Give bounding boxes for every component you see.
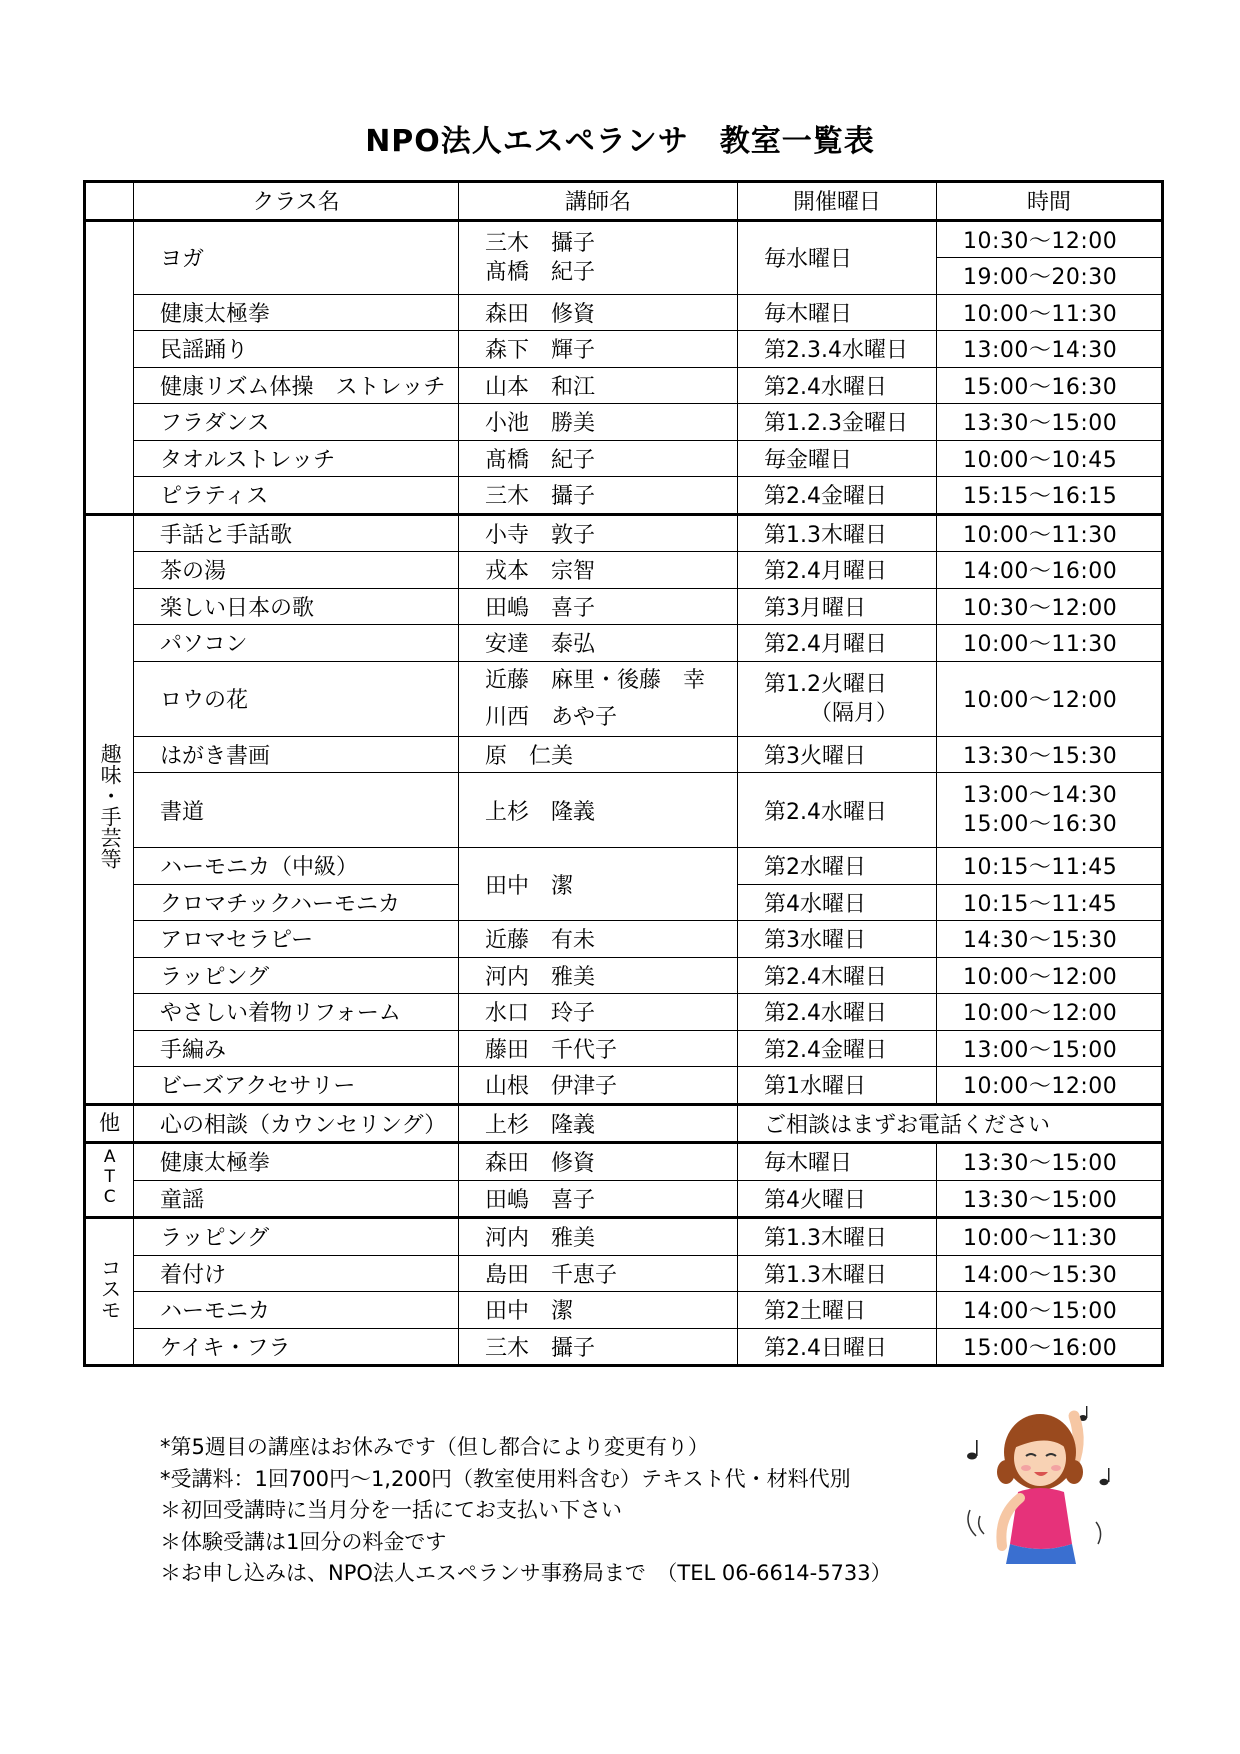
table-row [85,220,1163,258]
day: 第2.4金曜日 [738,1030,937,1067]
table-row [85,1143,1163,1181]
teacher-name: 髙橋 紀子 [459,440,738,477]
note-line: ＊体験受講は1回分の料金です [160,1529,447,1554]
class-name: 書道 [134,773,459,848]
time: 19:00～20:30 [937,258,1163,295]
teacher-name [459,661,738,736]
day: 第3月曜日 [738,588,937,625]
teacher-name: 森田 修資 [459,1143,738,1181]
day: 毎金曜日 [738,440,937,477]
class-name: 健康太極拳 [134,294,459,331]
time: 10:00～11:30 [937,625,1163,662]
header-day: 開催曜日 [738,182,937,221]
class-name: 健康太極拳 [134,1143,459,1181]
class-name: ピラティス [134,477,459,515]
table-row [85,1180,1163,1218]
note-line: ＊お申し込みは、NPO法人エスペランサ事務局まで （TEL 06-6614-5733） [160,1561,892,1585]
note-line: *第5週目の講座はお休みです（但し都合により変更有り） [160,1435,709,1459]
note-line: ＊初回受講時に当月分を一括にてお支払い下さい [160,1498,622,1522]
table-row [85,957,1163,994]
class-name: はがき書画 [134,736,459,773]
day: 第2水曜日 [738,848,937,885]
group-other [85,1104,1163,1143]
class-name: 楽しい日本の歌 [134,588,459,625]
table-row [85,367,1163,404]
teacher-name-line: 三木 攝子 [485,230,596,256]
day: 第4火曜日 [738,1180,937,1218]
table-row [85,1218,1163,1256]
time: 13:30～15:00 [937,404,1163,441]
class-name: タオルストレッチ [134,440,459,477]
table-row [85,440,1163,477]
day: 第3火曜日 [738,736,937,773]
teacher-name: 河内 雅美 [459,1218,738,1256]
table-row [85,921,1163,958]
teacher-name: 田嶋 喜子 [459,1180,738,1218]
contact-note: ご相談はまずお電話ください [738,1104,1163,1143]
teacher-name-line: 髙橋 紀子 [485,259,596,285]
day: 第2.4月曜日 [738,552,937,589]
time-line: 13:00～14:30 [963,783,1118,808]
day: 第2.3.4水曜日 [738,331,937,368]
day: 第1.3木曜日 [738,1218,937,1256]
time: 10:00～12:00 [937,957,1163,994]
time: 10:00～11:30 [937,1218,1163,1256]
teacher-name: 藤田 千代子 [459,1030,738,1067]
teacher-name: 森田 修資 [459,294,738,331]
time: 14:00～15:30 [937,1255,1163,1292]
table-row [85,625,1163,662]
day: 第1.3木曜日 [738,1255,937,1292]
table-row [85,1104,1163,1143]
day: 第1.2.3金曜日 [738,404,937,441]
time [937,773,1163,848]
time: 14:00～16:00 [937,552,1163,589]
teacher-name: 河内 雅美 [459,957,738,994]
category-label: コスモ [98,1256,123,1320]
header-teacher: 講師名 [459,182,738,221]
table-row [85,1067,1163,1105]
day: 第2.4月曜日 [738,625,937,662]
class-name: 茶の湯 [134,552,459,589]
dancing-girl-icon [958,1398,1128,1568]
day: 第2.4日曜日 [738,1328,937,1366]
category-hobby [85,514,134,1104]
time: 15:15～16:15 [937,477,1163,515]
table-row [85,773,1163,848]
group-cosmo [85,1218,1163,1366]
table-row [85,294,1163,331]
time: 13:30～15:00 [937,1180,1163,1218]
time: 10:30～12:00 [937,588,1163,625]
table-row [85,552,1163,589]
class-name: 着付け [134,1255,459,1292]
category-other: 他 [85,1104,134,1143]
day: 第1水曜日 [738,1067,937,1105]
class-name: フラダンス [134,404,459,441]
teacher-name: 三木 攝子 [459,1328,738,1366]
table-row [85,994,1163,1031]
day: 第2土曜日 [738,1292,937,1329]
class-name: 手話と手話歌 [134,514,459,552]
table-row [85,736,1163,773]
class-schedule-table [83,180,1164,1367]
teacher-name: 小池 勝美 [459,404,738,441]
class-name: 手編み [134,1030,459,1067]
day: 第2.4水曜日 [738,994,937,1031]
time: 10:15～11:45 [937,884,1163,921]
category-label: 趣味・手芸等 [98,742,123,869]
day: 毎水曜日 [738,220,937,294]
class-name: 心の相談（カウンセリング） [134,1104,459,1143]
class-name: ロウの花 [134,661,459,736]
table-row [85,588,1163,625]
class-name: 童謡 [134,1180,459,1218]
class-name: ビーズアクセサリー [134,1067,459,1105]
class-name: アロマセラピー [134,921,459,958]
group-health [85,220,1163,514]
teacher-name [459,220,738,294]
table-row [85,1030,1163,1067]
dancing-girl-illustration [958,1398,1128,1568]
teacher-name: 近藤 有未 [459,921,738,958]
teacher-name-line: 近藤 麻里・後藤 幸 [485,667,706,693]
teacher-name: 原 仁美 [459,736,738,773]
header-blank [85,182,134,221]
time: 13:00～15:00 [937,1030,1163,1067]
table-row [85,848,1163,885]
time: 13:30～15:30 [937,736,1163,773]
teacher-name: 戎本 宗智 [459,552,738,589]
time: 15:00～16:00 [937,1328,1163,1366]
teacher-name: 上杉 隆義 [459,1104,738,1143]
class-name: ケイキ・フラ [134,1328,459,1366]
time: 13:00～14:30 [937,331,1163,368]
teacher-name-line: 川西 あや子 [485,704,618,730]
class-name: パソコン [134,625,459,662]
table-header-row [85,182,1163,221]
time: 10:00～11:30 [937,294,1163,331]
header-class: クラス名 [134,182,459,221]
class-name: クロマチックハーモニカ [134,884,459,921]
table-row [85,661,1163,736]
teacher-name: 田嶋 喜子 [459,588,738,625]
class-name: ハーモニカ [134,1292,459,1329]
teacher-name: 小寺 敦子 [459,514,738,552]
class-name: 民謡踊り [134,331,459,368]
teacher-name: 山根 伊津子 [459,1067,738,1105]
class-name: ハーモニカ（中級） [134,848,459,885]
day-note: （隔月） [810,700,899,726]
time: 10:00～11:30 [937,514,1163,552]
table-row [85,477,1163,515]
teacher-name: 水口 玲子 [459,994,738,1031]
teacher-name: 森下 輝子 [459,331,738,368]
teacher-name: 山本 和江 [459,367,738,404]
class-name: やさしい着物リフォーム [134,994,459,1031]
category-atc [85,1143,134,1218]
day: 第2.4水曜日 [738,367,937,404]
teacher-name: 三木 攝子 [459,477,738,515]
table-row [85,514,1163,552]
table-row [85,404,1163,441]
group-hobby [85,514,1163,1104]
table-row [85,1255,1163,1292]
note-line: *受講料：1回700円～1,200円（教室使用料含む）テキスト代・材料代別 [160,1466,851,1491]
class-name: 健康リズム体操 ストレッチ [134,367,459,404]
teacher-name: 安達 泰弘 [459,625,738,662]
day-line: 第1.2火曜日 [764,671,887,697]
group-atc [85,1143,1163,1218]
teacher-name: 田中 潔 [459,848,738,921]
notes [160,1432,980,1590]
time: 10:00～10:45 [937,440,1163,477]
time-line: 15:00～16:30 [963,812,1118,837]
time: 10:30～12:00 [937,220,1163,258]
day: 第2.4金曜日 [738,477,937,515]
category-label: ATC [99,1146,120,1207]
category-cosmo [85,1218,134,1366]
day: 毎木曜日 [738,1143,937,1181]
day: 毎木曜日 [738,294,937,331]
time: 10:00～12:00 [937,1067,1163,1105]
time: 10:15～11:45 [937,848,1163,885]
time: 14:30～15:30 [937,921,1163,958]
day: 第2.4水曜日 [738,773,937,848]
time: 10:00～12:00 [937,994,1163,1031]
table-row [85,1328,1163,1366]
day [738,661,937,736]
day: 第3水曜日 [738,921,937,958]
page-title: NPO法人エスペランサ 教室一覧表 [365,124,875,159]
teacher-name: 田中 潔 [459,1292,738,1329]
category-health-blank [85,220,134,514]
day: 第4水曜日 [738,884,937,921]
table-row [85,331,1163,368]
table-row [85,1292,1163,1329]
teacher-name: 島田 千恵子 [459,1255,738,1292]
class-name: ヨガ [134,220,459,294]
day: 第1.3木曜日 [738,514,937,552]
day: 第2.4木曜日 [738,957,937,994]
teacher-name: 上杉 隆義 [459,773,738,848]
time: 10:00～12:00 [937,661,1163,736]
header-time: 時間 [937,182,1163,221]
class-name: ラッピング [134,957,459,994]
class-name: ラッピング [134,1218,459,1256]
time: 13:30～15:00 [937,1143,1163,1181]
time: 14:00～15:00 [937,1292,1163,1329]
time: 15:00～16:30 [937,367,1163,404]
